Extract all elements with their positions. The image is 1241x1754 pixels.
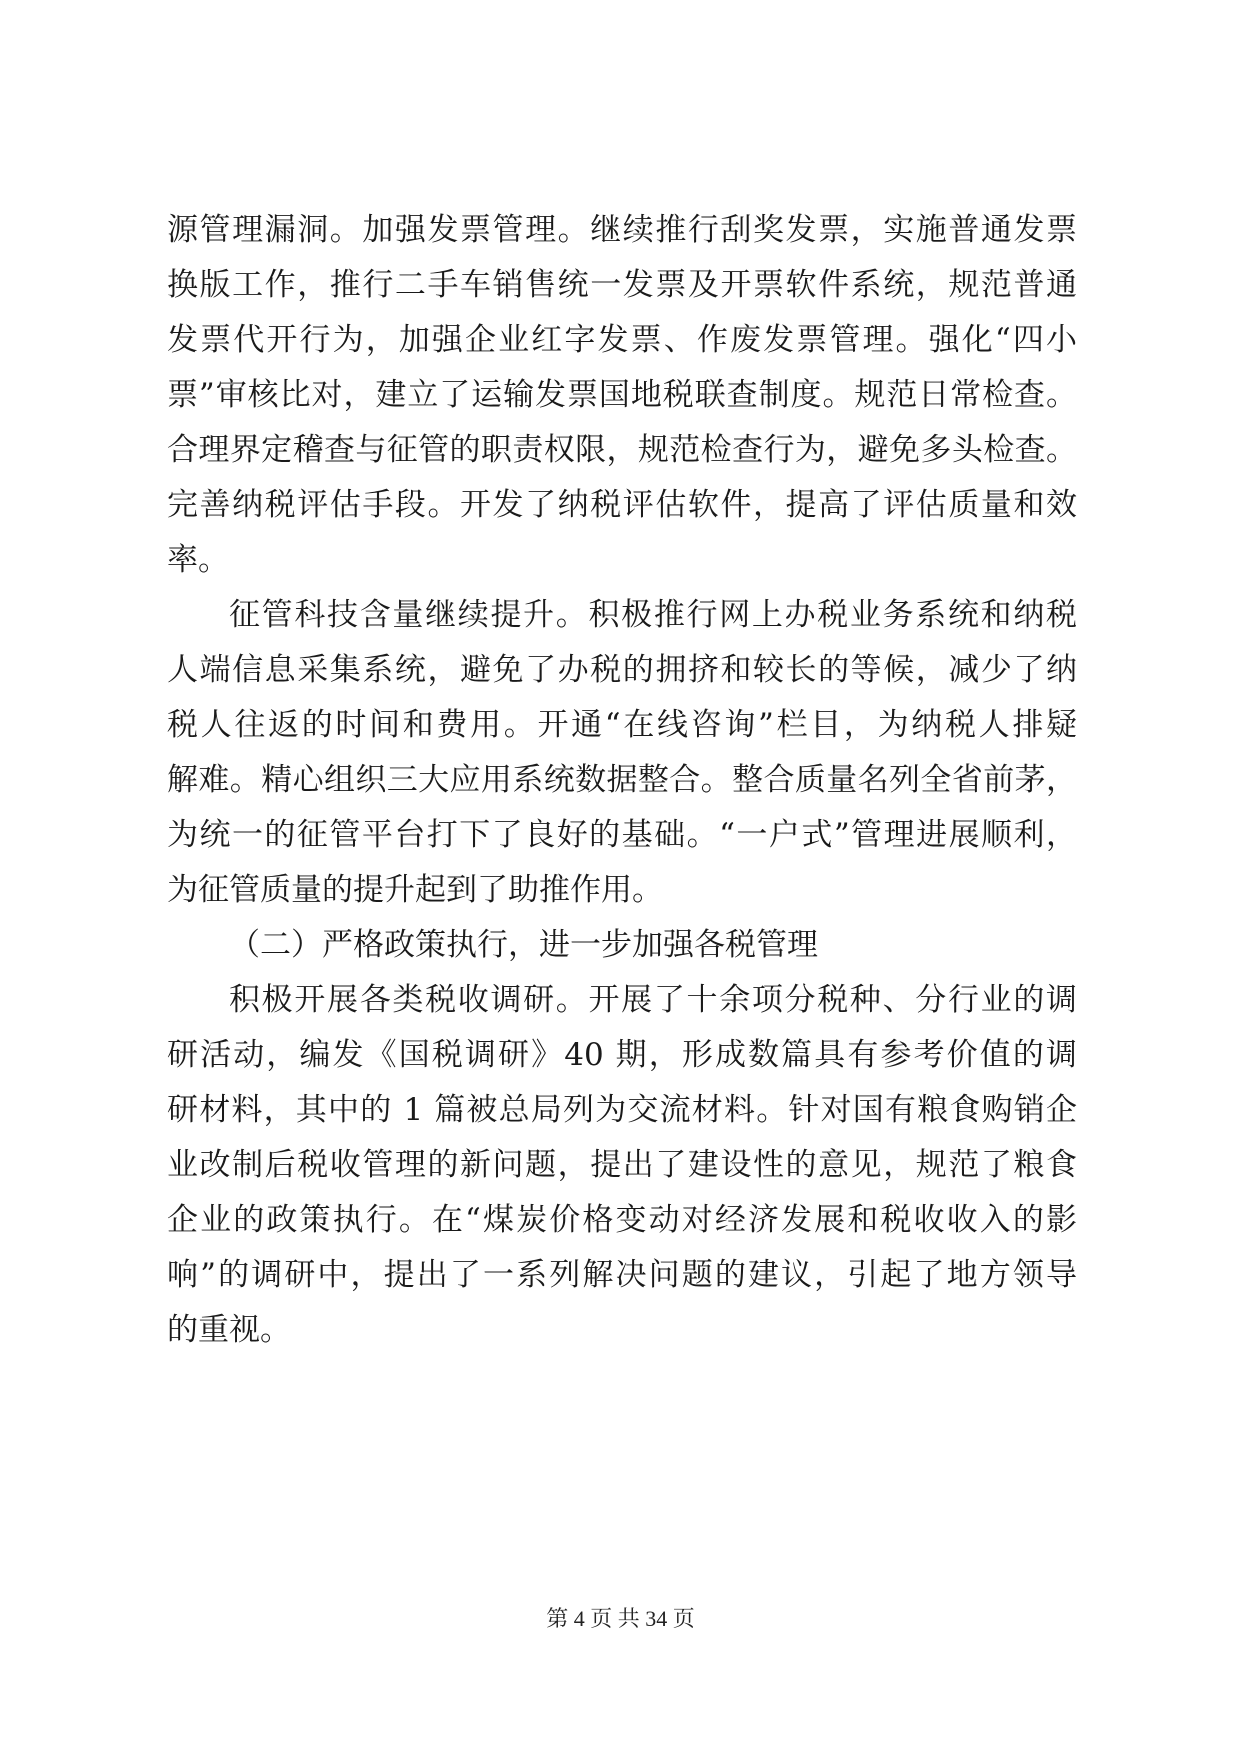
body-text-line: 研活动，编发《国税调研》40 期，形成数篇具有参考价值的调 — [167, 1037, 1077, 1073]
body-text-line: 研材料，其中的 1 篇被总局列为交流材料。针对国有粮食购销企 — [167, 1092, 1077, 1128]
body-text-line: 响”的调研中，提出了一系列解决问题的建议，引起了地方领导 — [167, 1257, 1077, 1293]
body-text-line: 合理界定稽查与征管的职责权限，规范检查行为，避免多头检查。 — [167, 432, 1077, 468]
page-number-footer: 第 4 页 共 34 页 — [546, 1606, 695, 1631]
body-text-line: 为征管质量的提升起到了助推作用。 — [167, 872, 663, 908]
paragraph-first-line: 征管科技含量继续提升。积极推行网上办税业务系统和纳税 — [229, 597, 1077, 633]
body-text-line: 企业的政策执行。在“煤炭价格变动对经济发展和税收收入的影 — [167, 1202, 1077, 1238]
body-text-line: 发票代开行为，加强企业红字发票、作废发票管理。强化“四小 — [167, 322, 1077, 358]
body-text-line: 票”审核比对，建立了运输发票国地税联查制度。规范日常检查。 — [167, 377, 1077, 413]
paragraph-first-line: 积极开展各类税收调研。开展了十余项分税种、分行业的调 — [229, 982, 1077, 1018]
body-text-line: 人端信息采集系统，避免了办税的拥挤和较长的等候，减少了纳 — [167, 652, 1077, 688]
body-text-line: 业改制后税收管理的新问题，提出了建设性的意见，规范了粮食 — [167, 1147, 1077, 1183]
body-text-line: 完善纳税评估手段。开发了纳税评估软件，提高了评估质量和效 — [167, 487, 1077, 523]
body-text-line: 税人往返的时间和费用。开通“在线咨询”栏目，为纳税人排疑 — [167, 707, 1077, 743]
body-text-line: 换版工作，推行二手车销售统一发票及开票软件系统，规范普通 — [167, 267, 1077, 303]
section-heading: （二）严格政策执行，进一步加强各税管理 — [229, 927, 818, 963]
body-text-line: 为统一的征管平台打下了良好的基础。“一户式”管理进展顺利， — [167, 817, 1077, 853]
body-text-line: 解难。精心组织三大应用系统数据整合。整合质量名列全省前茅， — [167, 762, 1077, 798]
body-text-line: 的重视。 — [167, 1312, 291, 1348]
body-text-line: 率。 — [167, 542, 229, 578]
body-text-line: 源管理漏洞。加强发票管理。继续推行刮奖发票，实施普通发票 — [167, 212, 1077, 248]
